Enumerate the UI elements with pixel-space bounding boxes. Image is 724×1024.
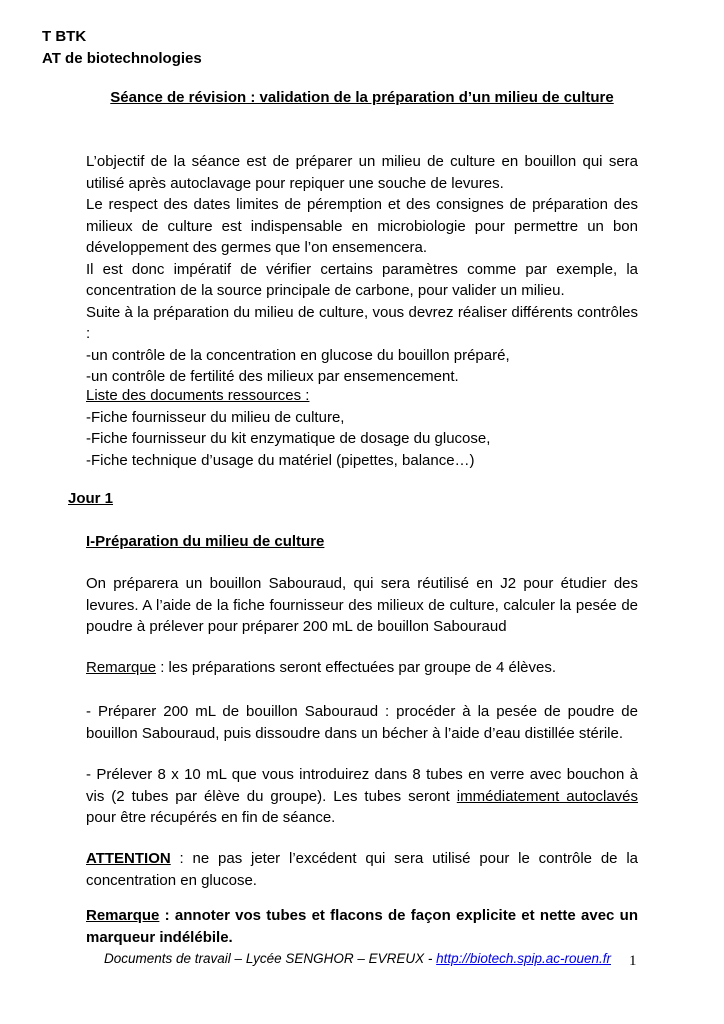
- resources-item: -Fiche fournisseur du milieu de culture,: [86, 408, 345, 426]
- page-title: Séance de révision : validation de la préparation d’un milieu de culture: [110, 89, 614, 106]
- remark-2-label: Remarque: [86, 907, 160, 924]
- resources-item: -Fiche fournisseur du kit enzymatique de dosage du glucose,: [86, 430, 491, 447]
- attention-text: : ne pas jeter l’excédent qui sera utilisé pour le contrôle de la concentration en glucose.: [86, 850, 638, 889]
- resources-block: [86, 385, 638, 471]
- page-number: 1: [629, 953, 637, 969]
- section-paragraph-3: [86, 764, 638, 829]
- attention-note: [86, 848, 638, 891]
- intro-paragraph-4: Suite à la préparation du milieu de culture, vous devrez réaliser différents contrôles :: [86, 303, 638, 342]
- remark-1-label: Remarque: [86, 659, 157, 676]
- section-paragraph-3-part-a: - Prélever 8 x 10 mL que vous introduirez dans 8 tubes en verre avec bouchon à vis (2 tubes par élève du groupe). Les tubes seront: [86, 766, 638, 805]
- intro-paragraph-5: -un contrôle de la concentration en glucose du bouillon préparé,: [86, 346, 510, 364]
- intro-paragraph-2: Le respect des dates limites de péremption et des consignes de préparation des milieux de culture est indispensable en microbiologie pour permettre un bon développement des germes que l’on ensemencera.: [86, 196, 638, 256]
- remark-2: [86, 905, 638, 948]
- header-line-2: AT de biotechnologies: [42, 50, 202, 67]
- section-paragraph-2: - Préparer 200 mL de bouillon Sabouraud : procéder à la pesée de poudre de bouillon Sabouraud, puis dissoudre dans un bécher à l’aide d’eau distillée stérile.: [86, 703, 638, 742]
- resources-item: -Fiche technique d’usage du matériel (pipettes, balance…): [86, 451, 475, 469]
- remark-2-text: : annoter vos tubes et flacons de façon explicite et nette avec un marqueur indélébile.: [86, 907, 638, 946]
- intro-paragraph-3: Il est donc impératif de vérifier certains paramètres comme par exemple, la concentration de la source principale de carbone, pour valider un milieu.: [86, 260, 638, 299]
- intro-paragraph-1: L’objectif de la séance est de préparer un milieu de culture en bouillon qui sera utilisé après autoclavage pour repiquer une souche de levures.: [86, 153, 638, 192]
- footer-text: Documents de travail – Lycée SENGHOR – EVREUX -: [104, 951, 437, 966]
- attention-label: ATTENTION: [86, 850, 171, 867]
- remark-1: [86, 657, 638, 679]
- resources-heading: Liste des documents ressources :: [86, 387, 310, 404]
- header-line-1: T BTK: [42, 28, 87, 45]
- section-paragraph-3-part-b: pour être récupérés en fin de séance.: [86, 809, 336, 826]
- footer-link[interactable]: http://biotech.spip.ac-rouen.fr: [436, 951, 611, 966]
- section-paragraph-3-underlined: immédiatement autoclavés: [456, 787, 639, 805]
- remark-1-text: : les préparations seront effectuées par groupe de 4 élèves.: [156, 659, 557, 676]
- intro-paragraph-6: -un contrôle de fertilité des milieux par ensemencement.: [86, 368, 459, 385]
- intro-block: [86, 151, 638, 388]
- day-heading: Jour 1: [68, 490, 114, 507]
- footer: [104, 951, 611, 966]
- section-title: I-Préparation du milieu de culture: [86, 533, 325, 550]
- section-paragraph-1: On préparera un bouillon Sabouraud, qui sera réutilisé en J2 pour étudier des levures. A l’aide de la fiche fournisseur des milieux de culture, calculer la pesée de poudre à prélever pour préparer 200 mL de bouillon Sabouraud: [86, 575, 638, 635]
